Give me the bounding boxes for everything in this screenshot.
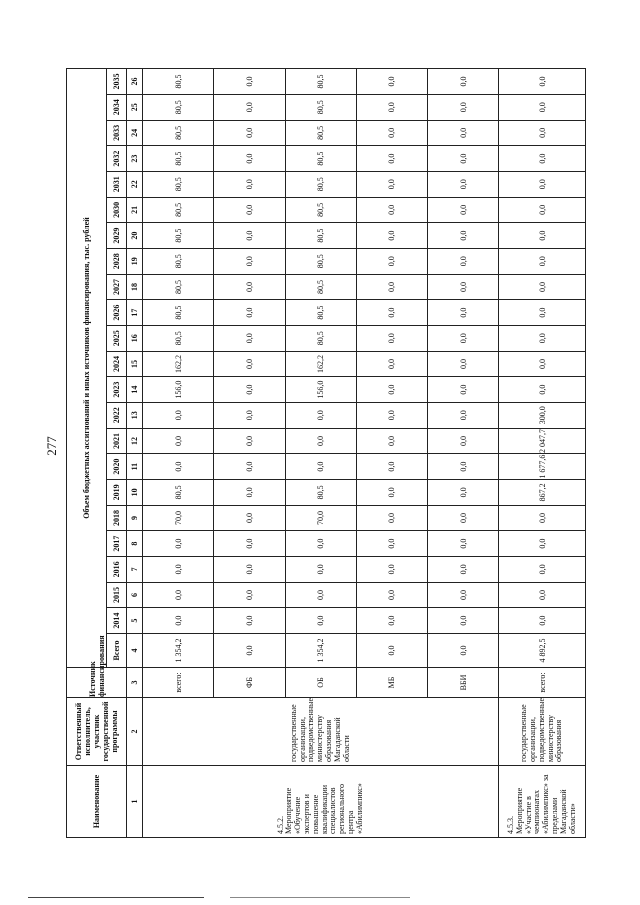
year-value: 1 677,6 [499,454,586,480]
year-value: 0,0 [143,608,214,634]
total-value: 0,0 [428,634,499,668]
year-value: 0,0 [356,608,427,634]
header-year: 2020 [107,454,127,480]
year-value: 0,0 [285,556,356,582]
year-value: 0,0 [499,146,586,172]
year-value: 0,0 [499,608,586,634]
year-value: 0,0 [499,171,586,197]
year-value: 0,0 [214,505,285,531]
activity-responsible: государственные организации, подведомственные министерству образования Магаданской области [143,698,499,766]
funding-source: ВБИ [428,668,499,698]
year-value: 80,5 [285,69,356,95]
year-value: 80,5 [143,120,214,146]
year-value: 70,0 [285,505,356,531]
header-year: 2021 [107,428,127,454]
header-year: 2023 [107,377,127,403]
year-value: 0,0 [356,120,427,146]
year-value: 0,0 [285,531,356,557]
year-value: 0,0 [214,248,285,274]
year-value: 0,0 [356,197,427,223]
year-value: 0,0 [428,120,499,146]
year-value: 0,0 [143,428,214,454]
column-number: 25 [127,94,143,120]
year-value: 0,0 [499,556,586,582]
year-value: 0,0 [356,223,427,249]
total-value: 0,0 [214,634,285,668]
year-value: 0,0 [356,479,427,505]
year-value: 0,0 [214,146,285,172]
activity-responsible: государственные организации, подведомственные министерству образования [499,698,586,766]
year-value: 80,5 [285,171,356,197]
year-value: 0,0 [428,454,499,480]
year-value: 0,0 [214,94,285,120]
year-value: 0,0 [428,69,499,95]
column-number: 11 [127,454,143,480]
year-value: 80,5 [285,94,356,120]
year-value: 0,0 [214,171,285,197]
column-number: 20 [127,223,143,249]
year-value: 0,0 [356,377,427,403]
column-number: 19 [127,248,143,274]
year-value: 0,0 [214,608,285,634]
year-value: 0,0 [356,300,427,326]
column-number: 15 [127,351,143,377]
year-value: 0,0 [428,377,499,403]
year-value: 162,2 [285,351,356,377]
year-value: 0,0 [499,325,586,351]
year-value: 0,0 [285,454,356,480]
column-number: 3 [127,668,143,698]
year-value: 0,0 [214,274,285,300]
header-year: 2017 [107,531,127,557]
column-number: 18 [127,274,143,300]
column-number: 1 [127,766,143,838]
header-year: 2028 [107,248,127,274]
total-value: 1 354,2 [143,634,214,668]
year-value: 0,0 [356,171,427,197]
year-value: 0,0 [143,582,214,608]
year-value: 0,0 [499,120,586,146]
year-value: 0,0 [214,69,285,95]
year-value: 0,0 [428,428,499,454]
year-value: 0,0 [499,69,586,95]
header-source: Источник финансирования [67,668,127,698]
year-value: 80,5 [143,300,214,326]
year-value: 0,0 [356,556,427,582]
column-number: 12 [127,428,143,454]
year-value: 0,0 [428,171,499,197]
year-value: 0,0 [214,197,285,223]
year-value: 0,0 [214,556,285,582]
year-value: 80,5 [143,197,214,223]
table-body [143,69,586,838]
year-value: 0,0 [428,274,499,300]
year-value: 0,0 [214,582,285,608]
year-value: 0,0 [428,223,499,249]
year-value: 0,0 [428,556,499,582]
year-value: 0,0 [143,454,214,480]
year-value: 0,0 [356,248,427,274]
year-value: 80,5 [143,146,214,172]
year-value: 162,2 [143,351,214,377]
year-value: 80,5 [285,223,356,249]
year-value: 0,0 [428,197,499,223]
header-year: 2034 [107,94,127,120]
year-value: 0,0 [285,428,356,454]
column-number: 23 [127,146,143,172]
year-value: 80,5 [285,479,356,505]
header-year: 2025 [107,325,127,351]
year-value: 0,0 [214,325,285,351]
year-value: 0,0 [499,223,586,249]
header-year: 2031 [107,171,127,197]
footer-rule [28,897,204,898]
footer-rule [230,897,410,898]
year-value: 0,0 [214,300,285,326]
year-value: 0,0 [356,274,427,300]
year-value: 2 047,7 [499,428,586,454]
header-year: 2033 [107,120,127,146]
year-value: 0,0 [499,351,586,377]
table-row [499,69,586,838]
year-value: 156,0 [143,377,214,403]
year-value: 80,5 [143,223,214,249]
year-value: 0,0 [499,377,586,403]
year-value: 0,0 [499,300,586,326]
year-value: 0,0 [356,146,427,172]
column-number: 24 [127,120,143,146]
table-row [143,69,214,838]
year-value: 80,5 [285,120,356,146]
year-value: 0,0 [428,146,499,172]
year-value: 80,5 [143,94,214,120]
year-value: 0,0 [285,582,356,608]
year-value: 0,0 [214,402,285,428]
total-value: 4 892,5 [499,634,586,668]
funding-source: всего: [143,668,214,698]
year-value: 0,0 [143,531,214,557]
year-value: 0,0 [499,274,586,300]
year-value: 0,0 [214,531,285,557]
column-number: 16 [127,325,143,351]
header-year: 2027 [107,274,127,300]
header-year: 2022 [107,402,127,428]
year-value: 0,0 [428,402,499,428]
column-number: 7 [127,556,143,582]
header-year: 2035 [107,69,127,95]
year-value: 80,5 [143,479,214,505]
header-year: 2019 [107,479,127,505]
column-number-row [127,69,143,838]
year-value: 0,0 [499,248,586,274]
year-value: 80,5 [143,325,214,351]
year-value: 0,0 [499,197,586,223]
year-value: 0,0 [428,248,499,274]
year-value: 0,0 [499,505,586,531]
year-value: 0,0 [428,351,499,377]
year-value: 867,2 [499,479,586,505]
year-value: 80,5 [143,171,214,197]
funding-source: всего: [499,668,586,698]
year-value: 0,0 [356,505,427,531]
year-value: 0,0 [499,582,586,608]
year-value: 80,5 [285,325,356,351]
year-value: 0,0 [428,505,499,531]
year-value: 0,0 [428,325,499,351]
funding-source: ОБ [285,668,356,698]
year-value: 0,0 [214,351,285,377]
year-value: 80,5 [285,300,356,326]
year-value: 0,0 [143,402,214,428]
year-value: 80,5 [143,248,214,274]
year-value: 0,0 [214,377,285,403]
year-value: 0,0 [356,351,427,377]
header-year: 2029 [107,223,127,249]
year-value: 80,5 [143,69,214,95]
year-value: 0,0 [214,428,285,454]
year-value: 0,0 [356,402,427,428]
year-value: 0,0 [143,556,214,582]
year-value: 0,0 [214,479,285,505]
funding-source: МБ [356,668,427,698]
year-value: 0,0 [428,608,499,634]
year-value: 70,0 [143,505,214,531]
header-volume: Объем бюджетных ассигнований и иных источников финансирования, тыс. рублей [67,69,107,668]
total-value: 1 354,2 [285,634,356,668]
column-number: 10 [127,479,143,505]
page-number: 277 [44,436,59,456]
header-total: Всего [107,634,127,668]
activity-name: 4.5.3. Мероприятие «Участие в чемпионатах «Абилимпикс» за пределами Магаданской области» [499,766,586,838]
year-value: 300,0 [499,402,586,428]
header-year: 2016 [107,556,127,582]
rotated-table-container [66,68,586,838]
column-number: 21 [127,197,143,223]
year-value: 0,0 [285,402,356,428]
year-value: 0,0 [428,531,499,557]
year-value: 0,0 [356,428,427,454]
year-value: 156,0 [285,377,356,403]
year-value: 0,0 [356,531,427,557]
header-year: 2015 [107,582,127,608]
header-responsible: Ответственный исполнитель, участник государственной программы [67,698,127,766]
column-number: 6 [127,582,143,608]
column-number: 17 [127,300,143,326]
activity-name: 4.5.2. Мероприятие «Обучение экспертов и повышение квалификации специалистов регионального центра «Абилимпикс» [143,766,499,838]
year-value: 0,0 [428,94,499,120]
total-value: 0,0 [356,634,427,668]
year-value: 80,5 [285,248,356,274]
funding-table [66,68,586,838]
year-value: 0,0 [356,69,427,95]
column-number: 9 [127,505,143,531]
year-value: 0,0 [356,94,427,120]
header-year: 2014 [107,608,127,634]
year-value: 80,5 [285,146,356,172]
year-value: 0,0 [214,120,285,146]
year-value: 0,0 [356,582,427,608]
column-number: 4 [127,634,143,668]
year-value: 80,5 [285,274,356,300]
year-value: 0,0 [428,300,499,326]
header-year: 2032 [107,146,127,172]
year-value: 0,0 [428,582,499,608]
header-year: 2030 [107,197,127,223]
year-value: 0,0 [499,531,586,557]
header-year: 2024 [107,351,127,377]
year-value: 80,5 [143,274,214,300]
funding-source: ФБ [214,668,285,698]
year-value: 0,0 [214,454,285,480]
year-value: 80,5 [285,197,356,223]
year-value: 0,0 [356,454,427,480]
column-number: 13 [127,402,143,428]
year-value: 0,0 [428,479,499,505]
year-value: 0,0 [356,325,427,351]
header-year: 2018 [107,505,127,531]
column-number: 26 [127,69,143,95]
year-value: 0,0 [285,608,356,634]
column-number: 8 [127,531,143,557]
column-number: 22 [127,171,143,197]
column-number: 14 [127,377,143,403]
column-number: 5 [127,608,143,634]
column-number: 2 [127,698,143,766]
year-value: 0,0 [499,94,586,120]
header-year: 2026 [107,300,127,326]
header-name: Наименование [67,766,127,838]
year-value: 0,0 [214,223,285,249]
